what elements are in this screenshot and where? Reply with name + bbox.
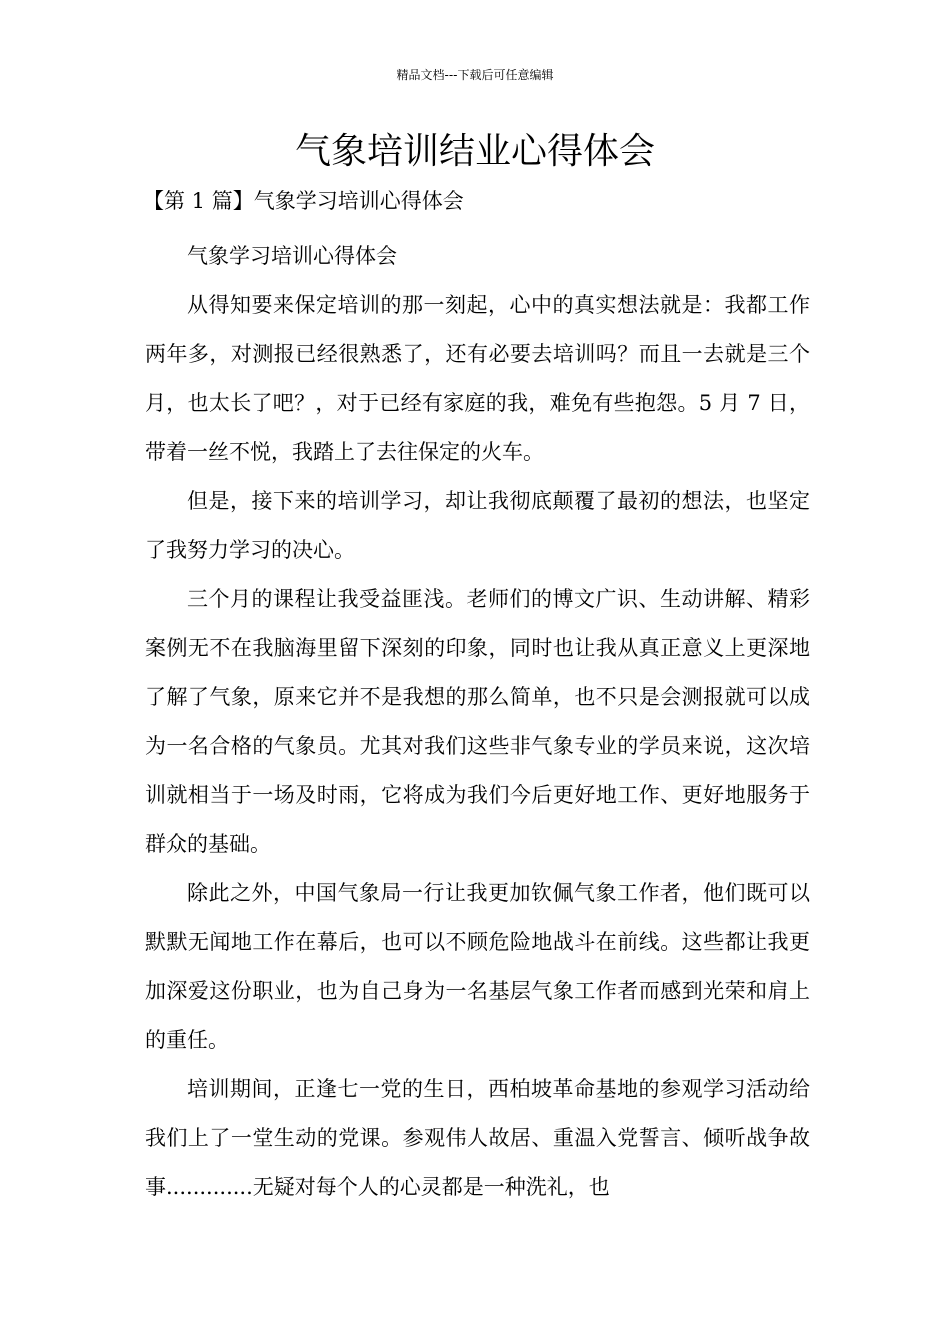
section-heading: 【第 1 篇】气象学习培训心得体会 [143, 189, 464, 213]
paragraph: 但是，接下来的培训学习，却让我彻底颠覆了最初的想法，也坚定了我努力学习的决心。 [145, 489, 810, 562]
paragraph: 从得知要来保定培训的那一刻起，心中的真实想法就是：我都工作两年多，对测报已经很熟悉了，还有必要去培训吗？而且一去就是三个月，也太长了吧？，对于已经有家庭的我，难免有些抱怨。5 月 7 日，带着一丝不悦，我踏上了去往保定的火车。 [145, 293, 810, 464]
document-title: 气象培训结业心得体会 [294, 131, 655, 172]
document-body [145, 232, 810, 1212]
page-header-note: 精品文档---下载后可任意编辑 [396, 68, 554, 82]
paragraph: 除此之外，中国气象局一行让我更加钦佩气象工作者，他们既可以默默无闻地工作在幕后，也可以不顾危险地战斗在前线。这些都让我更加深爱这份职业，也为自己身为一名基层气象工作者而感到光荣和肩上的重任。 [145, 881, 810, 1052]
paragraph: 培训期间，正逢七一党的生日，西柏坡革命基地的参观学习活动给我们上了一堂生动的党课。参观伟人故居、重温入党誓言、倾听战争故事.............无疑对每个人的心灵都是一种洗礼，也 [145, 1077, 810, 1199]
paragraph-subtitle: 气象学习培训心得体会 [187, 244, 397, 268]
paragraph: 三个月的课程让我受益匪浅。老师们的博文广识、生动讲解、精彩案例无不在我脑海里留下深刻的印象，同时也让我从真正意义上更深地了解了气象，原来它并不是我想的那么简单，也不只是会测报就可以成为一名合格的气象员。尤其对我们这些非气象专业的学员来说，这次培训就相当于一场及时雨，它将成为我们今后更好地工作、更好地服务于群众的基础。 [145, 587, 810, 856]
